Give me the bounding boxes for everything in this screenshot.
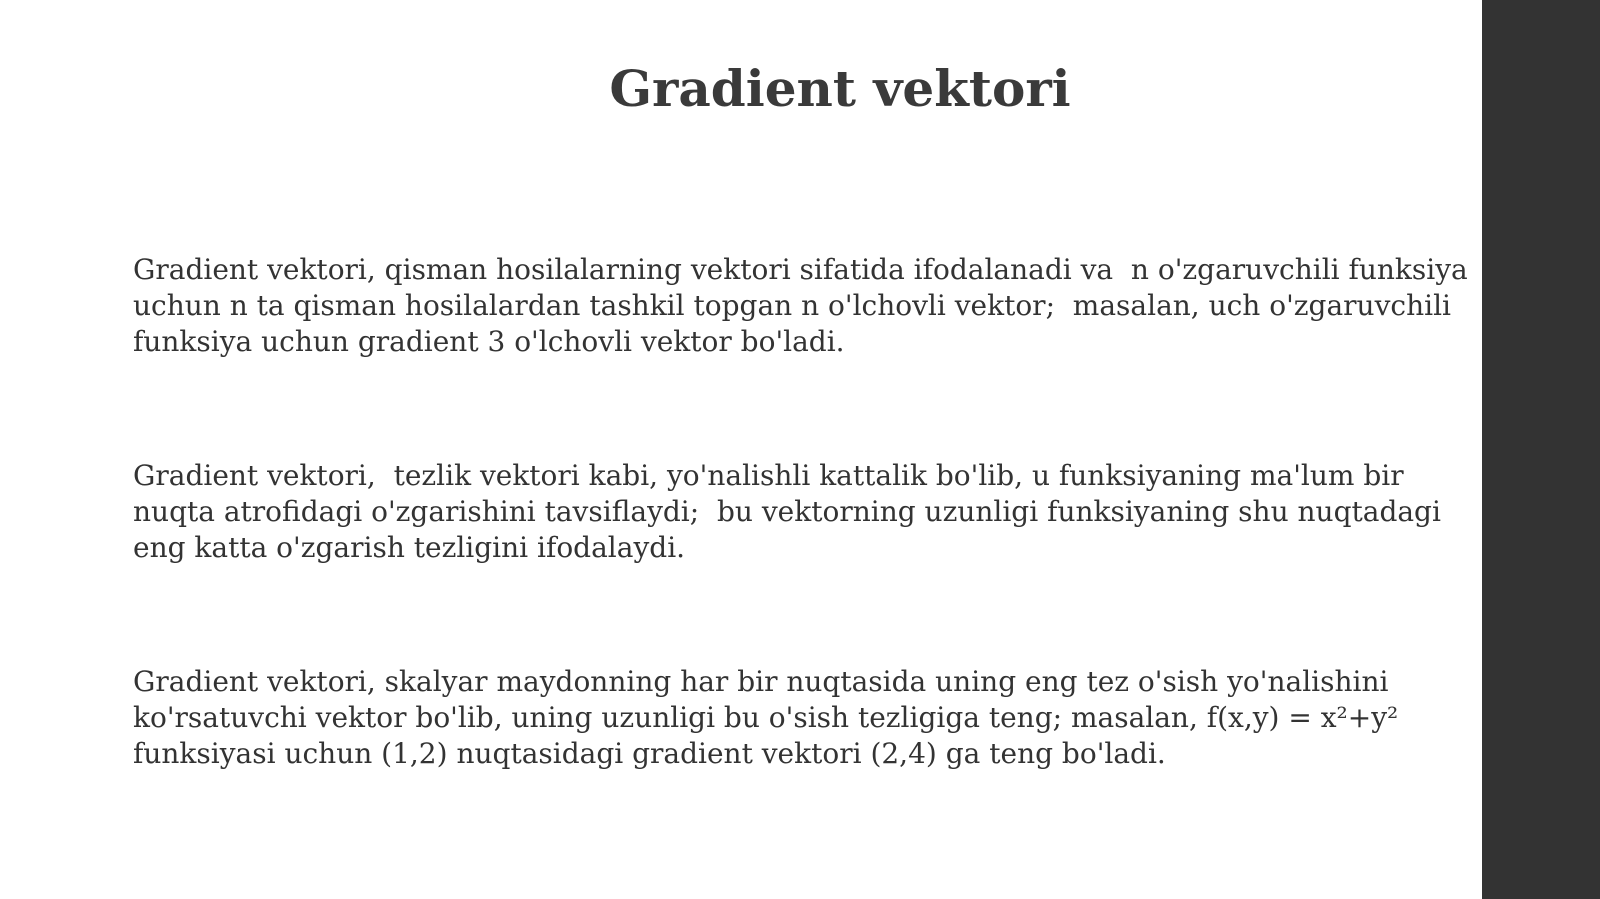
paragraph-3: Gradient vektori, skalyar maydonning har bir nuqtasida uning eng tez o'sish yo'nalishini ko'rsatuvchi vektor bo'lib, uning uzunligi bu o'sish tezligiga teng; masalan, f(x,y) = x²+y² funksiyasi uchun (1,2) nuqtasidagi gradient vektori (2,4) ga teng bo'ladi. <box>133 665 1399 770</box>
paragraph-2: Gradient vektori, tezlik vektori kabi, yo'nalishli kattalik bo'lib, u funksiyaning ma'lum bir nuqta atrofidagi o'zgarishini tavsiflaydi; bu vektorning uzunligi funksiyaning shu nuqtadagi eng katta o'zgarish tezligini ifodalaydi. <box>133 459 1441 564</box>
right-sidebar-bar <box>1482 0 1600 899</box>
paragraph-1: Gradient vektori, qisman hosilalarning vektori sifatida ifodalanadi va n o'zgaruvchili funksiya uchun n ta qisman hosilalardan tashkil topgan n o'lchovli vektor; masalan, uch o'zgaruvchili funksiya uchun gradient 3 o'lchovli vektor bo'ladi. <box>133 253 1468 358</box>
slide-title: Gradient vektori <box>609 59 1071 118</box>
